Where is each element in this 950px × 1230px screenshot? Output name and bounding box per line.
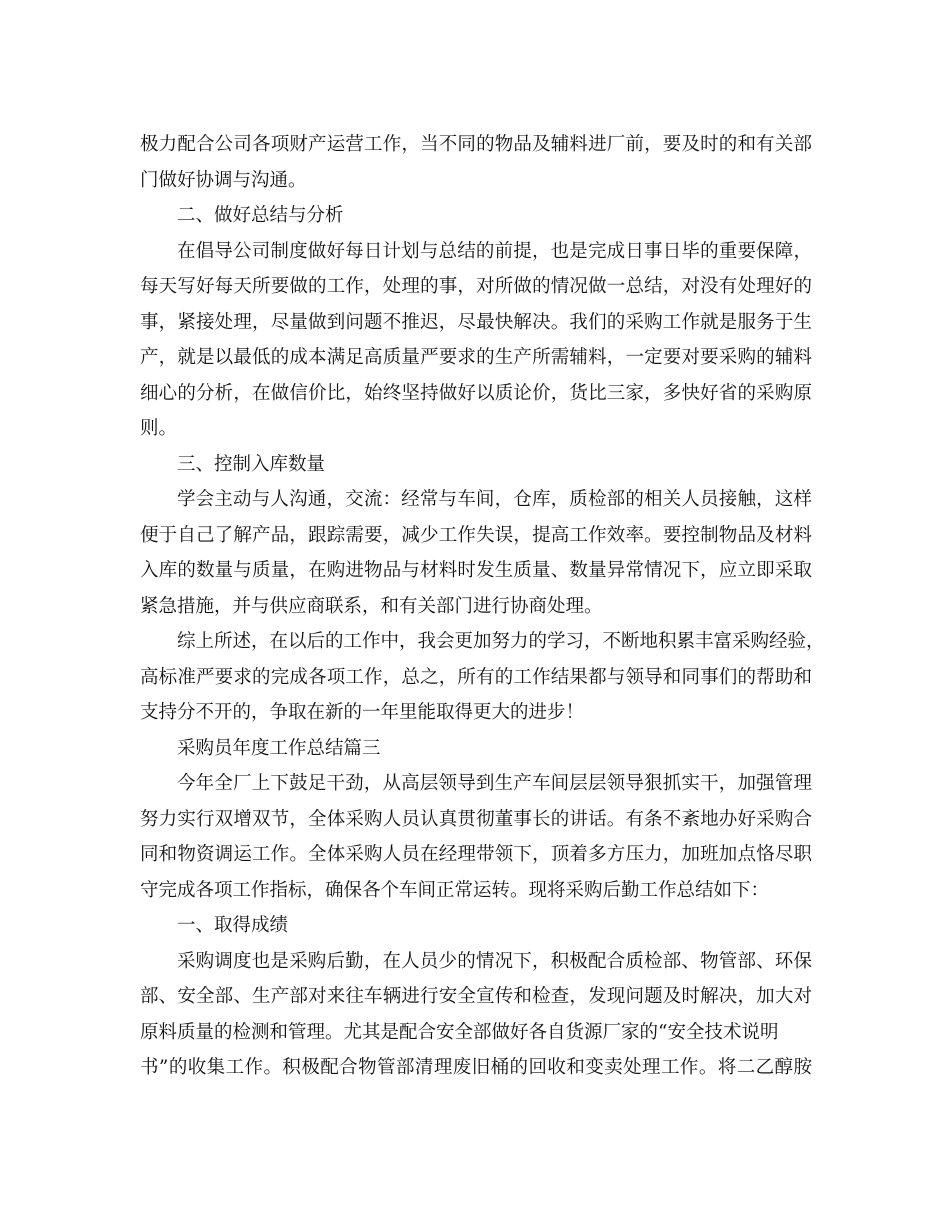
text-line: 今年全厂上下鼓足干劲，从高层领导到生产车间层层领导狠抓实干，加强管理 bbox=[177, 773, 812, 794]
section-heading: 二、做好总结与分析 bbox=[177, 205, 344, 226]
text-line: 高标准严要求的完成各项工作，总之，所有的工作结果都与领导和同事们的帮助和 bbox=[140, 666, 812, 688]
text-line: 采购调度也是采购后勤，在人员少的情况下，积极配合质检部、物管部、环保 bbox=[177, 950, 812, 972]
text-line: 学会主动与人沟通，交流：经常与车间，仓库，质检部的相关人员接触，这样 bbox=[177, 489, 812, 510]
text-line: 则。 bbox=[140, 418, 178, 439]
text-line: 细心的分析，在做信价比，始终坚持做好以质论价，货比三家，多快好省的采购原 bbox=[140, 382, 812, 404]
text-line: 入库的数量与质量，在购进物品与材料时发生质量、数量异常情况下，应立即采取 bbox=[140, 560, 812, 581]
text-line: 原料质量的检测和管理。尤其是配合安全部做好各自货源厂家的“安全技术说明 bbox=[140, 1021, 779, 1043]
text-line: 支持分不开的，争取在新的一年里能取得更大的进步！ bbox=[140, 702, 585, 723]
text-line: 书”的收集工作。积极配合物管部清理废旧桶的回收和变卖处理工作。将二乙醇胺 bbox=[140, 1057, 812, 1078]
section-heading: 一、取得成绩 bbox=[177, 915, 289, 936]
text-line: 努力实行双增双节，全体采购人员认真贯彻董事长的讲话。有条不紊地办好采购合 bbox=[140, 808, 812, 830]
text-line: 门做好协调与沟通。 bbox=[140, 169, 307, 191]
text-line: 紧急措施，并与供应商联系，和有关部门进行协商处理。 bbox=[140, 595, 603, 617]
text-line: 每天写好每天所要做的工作，处理的事，对所做的情况做一总结，对没有处理好的 bbox=[140, 276, 812, 297]
text-line: 事，紧接处理，尽量做到问题不推迟，尽最快解决。我们的采购工作就是服务于生 bbox=[140, 311, 812, 333]
section-heading: 三、控制入库数量 bbox=[177, 453, 326, 475]
text-line: 产，就是以最低的成本满足高质量严要求的生产所需辅料，一定要对要采购的辅料 bbox=[140, 347, 812, 368]
text-line: 极力配合公司各项财产运营工作，当不同的物品及辅料进厂前，要及时的和有关部 bbox=[140, 134, 812, 155]
document-body bbox=[140, 127, 825, 1086]
text-line: 综上所述，在以后的工作中，我会更加努力的学习，不断地积累丰富采购经验， bbox=[177, 631, 825, 652]
section-title: 采购员年度工作总结篇三 bbox=[177, 737, 381, 759]
text-line: 守完成各项工作指标，确保各个车间正常运转。现将采购后勤工作总结如下： bbox=[140, 879, 770, 901]
text-line: 便于自己了解产品，跟踪需要，减少工作失误，提高工作效率。要控制物品及材料 bbox=[140, 524, 812, 546]
text-line: 部、安全部、生产部对来往车辆进行安全宣传和检查，发现问题及时解决，加大对 bbox=[140, 986, 812, 1007]
text-line: 在倡导公司制度做好每日计划与总结的前提，也是完成日事日毕的重要保障， bbox=[177, 240, 812, 262]
text-line: 同和物资调运工作。全体采购人员在经理带领下，顶着多方压力，加班加点恪尽职 bbox=[140, 844, 812, 865]
